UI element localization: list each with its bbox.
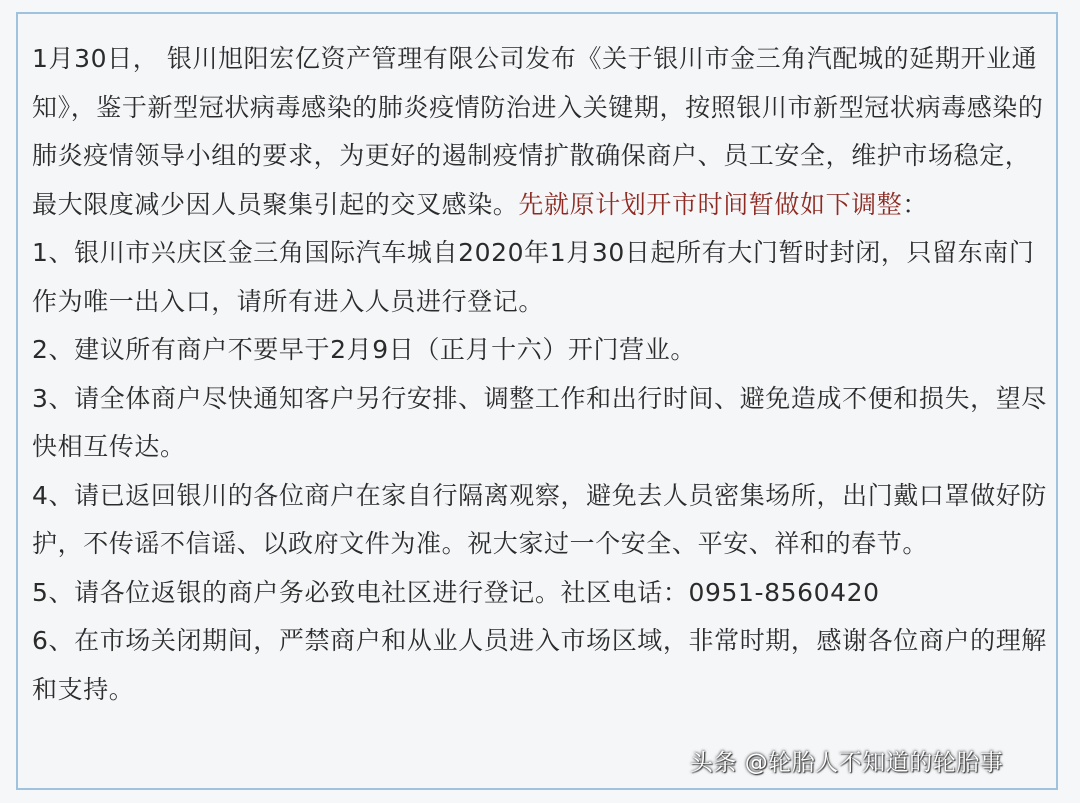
notice-item-1: 1、银川市兴庆区金三角国际汽车城自2020年1月30日起所有大门暂时封闭，只留东南门作为唯一出入口，请所有进入人员进行登记。 [32, 238, 1035, 316]
watermark: 头条 @轮胎人不知道的轮胎事 [690, 750, 1004, 776]
notice-content [32, 35, 1050, 714]
notice-item-2: 2、建议所有商户不要早于2月9日（正月十六）开门营业。 [32, 335, 696, 364]
intro-end: ： [902, 189, 929, 219]
notice-item-3: 3、请全体商户尽快通知客户另行安排、调整工作和出行时间、避免造成不便和损失，望尽快相互传达。 [32, 383, 1047, 461]
notice-box [16, 12, 1058, 790]
notice-intro [32, 35, 1050, 229]
notice-item-5: 5、请各位返银的商户务必致电社区进行登记。社区电话：0951-8560420 [32, 577, 880, 607]
notice-item-4: 4、请已返回银川的各位商户在家自行隔离观察，避免去人员密集场所，出门戴口罩做好防护，不传谣不信谣、以政府文件为准。祝大家过一个安全、平安、祥和的春节。 [32, 480, 1047, 558]
intro-text: 1月30日， 银川旭阳宏亿资产管理有限公司发布《关于银川市金三角汽配城的延期开业通知》，鉴于新型冠状病毒感染的肺炎疫情防治进入关键期，按照银川市新型冠状病毒感染的肺炎疫情领导小组的要求，为更好的遏制疫情扩散确保商户、员工安全，维护市场稳定，最大限度减少因人员聚集引起的交叉感染。 [32, 44, 1044, 219]
notice-item-6: 6、在市场关闭期间，严禁商户和从业人员进入市场区域，非常时期，感谢各位商户的理解和支持。 [32, 626, 1047, 704]
intro-highlight: 先就原计划开市时间暂做如下调整 [518, 189, 903, 219]
